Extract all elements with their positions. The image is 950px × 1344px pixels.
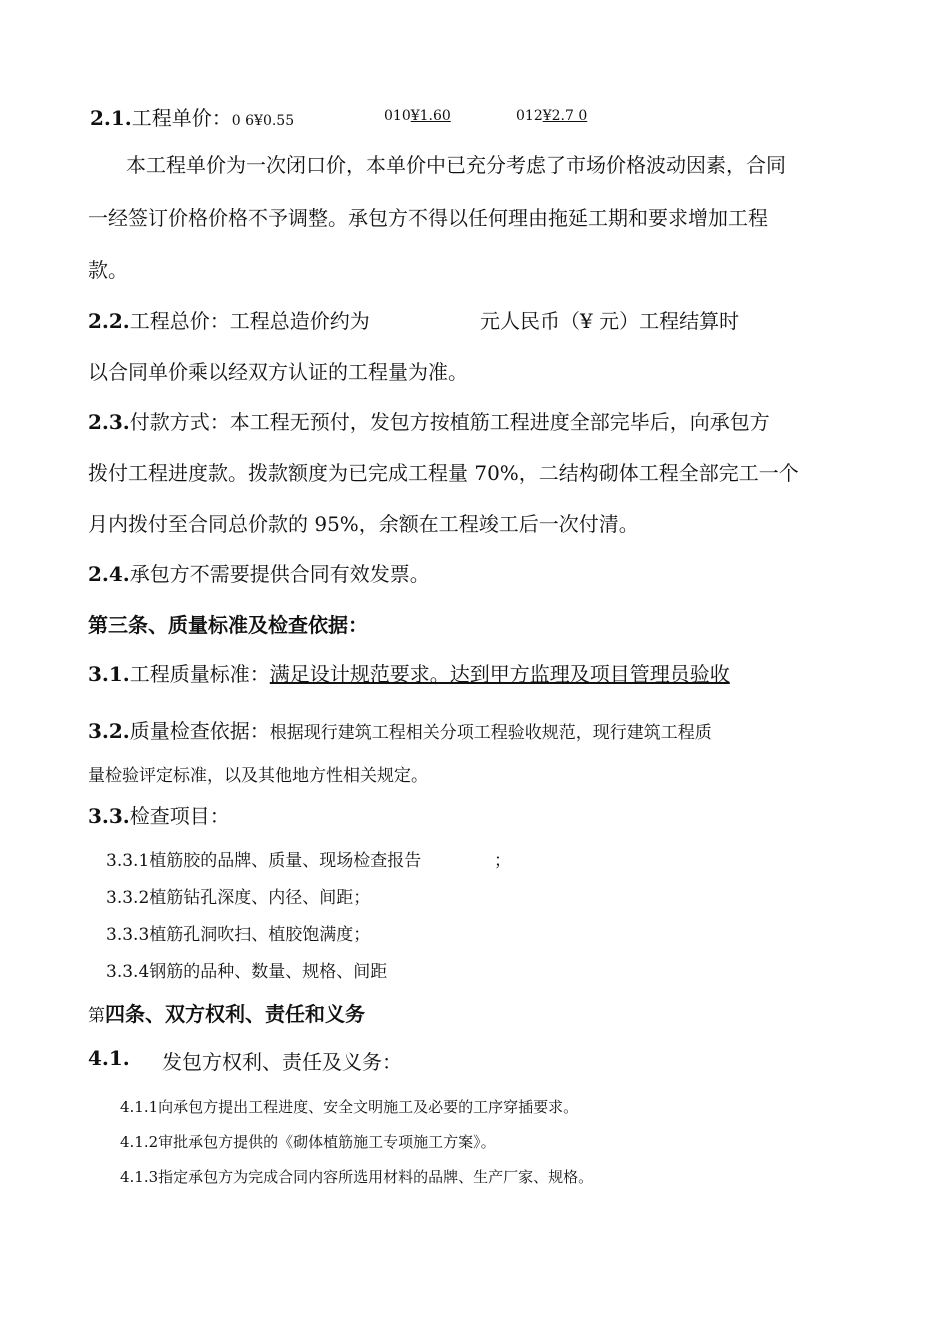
clause-text: 工程总价：工程总造价约为: [129, 309, 370, 333]
clause-label: 质量检查依据：: [129, 719, 270, 743]
obligation-item: 4.1.3指定承包方为完成合同内容所选用材料的品牌、生产厂家、规格。: [120, 1168, 594, 1186]
clause-label: 工程质量标准：: [129, 662, 270, 686]
paragraph-line: 一经签订价格价格不予调整。承包方不得以任何理由拖延工期和要求增加工程: [88, 206, 768, 230]
price-1-code: 0 6: [231, 113, 255, 129]
obligation-item: 4.1.2审批承包方提供的《砌体植筋施工专项施工方案》。: [120, 1133, 496, 1151]
clause-4-1: [88, 1046, 130, 1070]
price-3: [516, 108, 587, 124]
clause-number: 2.2.: [88, 309, 130, 333]
paragraph-line: 月内拨付至合同总价款的 95%，余额在工程竣工后一次付清。: [88, 512, 639, 536]
clause-number: 2.4.: [88, 562, 130, 586]
clause-number: 3.2.: [88, 719, 130, 743]
clause-2-2: [88, 305, 370, 334]
clause-2-4: [88, 558, 430, 587]
clause-2-2-continued: 元人民币（¥ 元）工程结算时: [480, 309, 740, 333]
clause-label: 工程单价：: [131, 106, 232, 130]
price-3-value: ¥2.7 0: [542, 108, 588, 124]
paragraph-line: 拨付工程进度款。拨款额度为已完成工程量 70%，二结构砌体工程全部完工一个: [88, 461, 799, 485]
check-item: 3.3.4钢筋的品种、数量、规格、间距: [106, 962, 388, 982]
clause-3-3: [88, 800, 230, 829]
clause-2-3: [88, 406, 770, 435]
quality-standard-value: 满足设计规范要求。达到甲方监理及项目管理员验收: [269, 662, 730, 686]
price-2-code: 010: [384, 108, 411, 124]
clause-number: 4.1.: [88, 1046, 130, 1070]
paragraph-line: 以合同单价乘以经双方认证的工程量为准。: [88, 360, 468, 384]
clause-number: 3.1.: [88, 662, 130, 686]
clause-text: 付款方式：本工程无预付，发包方按植筋工程进度全部完毕后，向承包方: [129, 410, 770, 434]
clause-number: 2.3.: [88, 410, 130, 434]
paragraph-line: 款。: [88, 258, 128, 282]
clause-text: 根据现行建筑工程相关分项工程验收规范，现行建筑工程质: [269, 723, 712, 743]
heading-prefix: 第: [88, 1006, 105, 1026]
article-3-heading: 第三条、质量标准及检查依据：: [88, 613, 368, 637]
check-item-text: 3.3.1植筋胶的品牌、质量、现场检查报告: [106, 851, 422, 871]
check-item: [106, 846, 421, 871]
check-item: 3.3.3植筋孔洞吹扫、植胶饱满度；: [106, 925, 371, 945]
clause-label: 检查项目：: [129, 804, 230, 828]
clause-text: 承包方不需要提供合同有效发票。: [129, 562, 430, 586]
check-item-suffix: ；: [494, 851, 511, 871]
paragraph-line: 本工程单价为一次闭口价，本单价中已充分考虑了市场价格波动因素，合同: [126, 153, 786, 177]
price-1-value: ¥0.55: [254, 113, 295, 129]
clause-2-1-header: [90, 102, 294, 131]
clause-3-1: [88, 658, 730, 687]
price-2: [384, 108, 451, 124]
clause-3-2: [88, 715, 712, 744]
article-4-heading: [88, 998, 365, 1027]
clause-4-1-label: 发包方权利、责任及义务：: [162, 1050, 402, 1074]
check-item: 3.3.2植筋钻孔深度、内径、间距；: [106, 888, 371, 908]
obligation-item: 4.1.1向承包方提出工程进度、安全文明施工及必要的工序穿插要求。: [120, 1098, 579, 1116]
clause-number: 3.3.: [88, 804, 130, 828]
price-3-code: 012: [516, 108, 543, 124]
heading-text: 四条、双方权利、责任和义务: [105, 1002, 365, 1026]
clause-number: 2.1.: [90, 106, 132, 130]
price-2-value: ¥1.60: [410, 108, 451, 124]
paragraph-line: 量检验评定标准，以及其他地方性相关规定。: [88, 766, 428, 786]
